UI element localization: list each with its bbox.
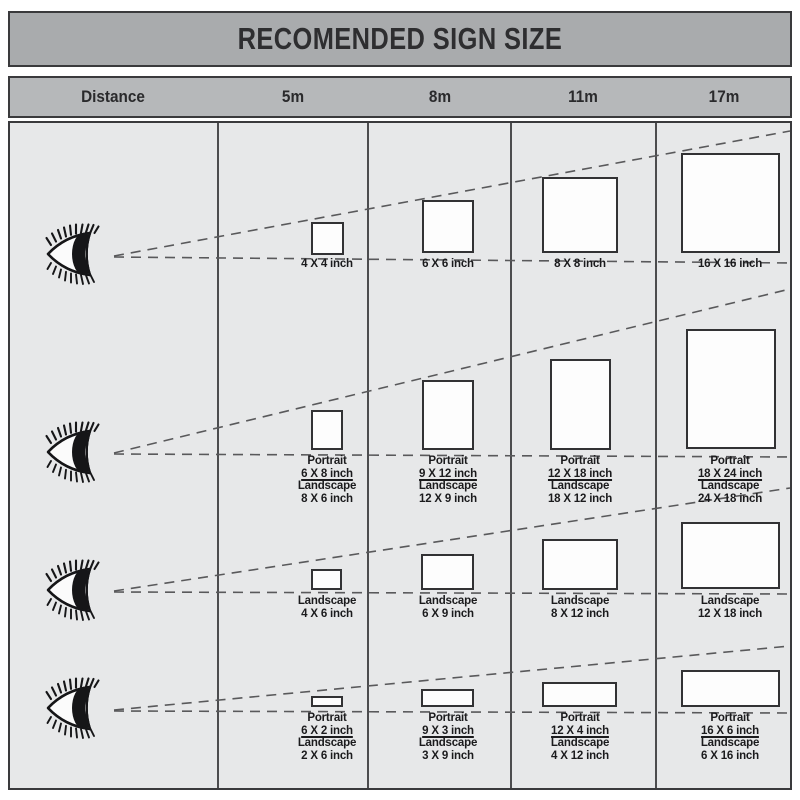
orientation-label: Portrait (560, 712, 600, 724)
sign-label (515, 595, 645, 620)
sign-size: 6 X 6 inch (422, 258, 474, 270)
sign-box (311, 410, 343, 450)
orientation-label: Landscape (297, 737, 357, 750)
sign-size: 8 X 8 inch (554, 258, 606, 270)
sign-size: 4 X 12 inch (551, 749, 609, 762)
sign-size: 6 X 8 inch (301, 467, 353, 480)
sign-box (542, 682, 617, 707)
sign-box (681, 522, 780, 589)
sign-size: 9 X 3 inch (422, 724, 474, 737)
sign-label (515, 258, 645, 271)
header-distance-label: Distance (81, 87, 145, 106)
sign-label (515, 712, 645, 762)
sign-box (311, 696, 343, 707)
sign-label (383, 455, 513, 505)
orientation-label: Portrait (710, 712, 750, 724)
sign-box (681, 670, 780, 707)
orientation-label: Landscape (700, 595, 760, 607)
orientation-label: Landscape (297, 595, 357, 607)
page-title: RECOMENDED SIGN SIZE (237, 21, 563, 56)
sign-size: 12 X 4 inch (551, 724, 609, 737)
sign-size: 8 X 12 inch (551, 607, 609, 620)
header-col-17m: 17m (708, 87, 740, 106)
orientation-label: Portrait (710, 455, 750, 467)
sign-size: 3 X 9 inch (422, 749, 474, 762)
sign-box (681, 153, 780, 253)
sign-box (686, 329, 776, 449)
sign-size: 18 X 12 inch (547, 492, 613, 505)
sign-label (383, 595, 513, 620)
sign-size: 12 X 18 inch (697, 607, 763, 620)
sign-box (311, 569, 342, 590)
sign-label (262, 712, 392, 762)
column-divider (655, 123, 657, 788)
orientation-label: Landscape (297, 480, 357, 493)
column-divider (217, 123, 219, 788)
sign-box (542, 539, 618, 590)
sign-box (542, 177, 618, 253)
sign-label (665, 712, 795, 762)
orientation-label: Landscape (700, 480, 760, 493)
sign-label (515, 455, 645, 505)
sign-size: 16 X 16 inch (697, 258, 763, 270)
sign-box (550, 359, 611, 450)
sign-size: 8 X 6 inch (301, 492, 353, 505)
header-col-5m: 5m (281, 87, 305, 106)
sign-size: 6 X 9 inch (422, 607, 474, 620)
sign-label (383, 258, 513, 271)
orientation-label: Landscape (550, 595, 610, 607)
sign-label (262, 595, 392, 620)
sign-box (421, 689, 474, 707)
sign-label (665, 455, 795, 505)
sign-size: 6 X 2 inch (301, 724, 353, 737)
sign-size: 18 X 24 inch (697, 467, 763, 480)
sign-size: 4 X 6 inch (301, 607, 353, 620)
orientation-label: Landscape (418, 737, 478, 750)
sign-label (262, 455, 392, 505)
sign-size: 16 X 6 inch (701, 724, 759, 737)
orientation-label: Landscape (550, 480, 610, 493)
orientation-label: Portrait (560, 455, 600, 467)
sign-size: 24 X 18 inch (697, 492, 763, 505)
orientation-label: Portrait (428, 455, 468, 467)
sign-size: 12 X 9 inch (419, 492, 477, 505)
sign-label (665, 595, 795, 620)
orientation-label: Landscape (418, 595, 478, 607)
orientation-label: Portrait (307, 455, 347, 467)
sign-label (383, 712, 513, 762)
sign-size: 9 X 12 inch (419, 467, 477, 480)
sign-box (421, 554, 474, 590)
orientation-label: Portrait (307, 712, 347, 724)
sign-size: 12 X 18 inch (547, 467, 613, 480)
sign-size: 2 X 6 inch (301, 749, 353, 762)
title-bar (8, 11, 792, 67)
header-col-8m: 8m (428, 87, 452, 106)
sign-size: 6 X 16 inch (701, 749, 759, 762)
orientation-label: Landscape (418, 480, 478, 493)
sign-box (422, 380, 474, 450)
sign-label (262, 258, 392, 271)
sign-label (665, 258, 795, 271)
sign-size: 4 X 4 inch (301, 258, 353, 270)
orientation-label: Landscape (550, 737, 610, 750)
sign-box (422, 200, 474, 253)
header-col-11m: 11m (568, 87, 598, 106)
orientation-label: Portrait (428, 712, 468, 724)
sign-box (311, 222, 344, 255)
orientation-label: Landscape (700, 737, 760, 750)
